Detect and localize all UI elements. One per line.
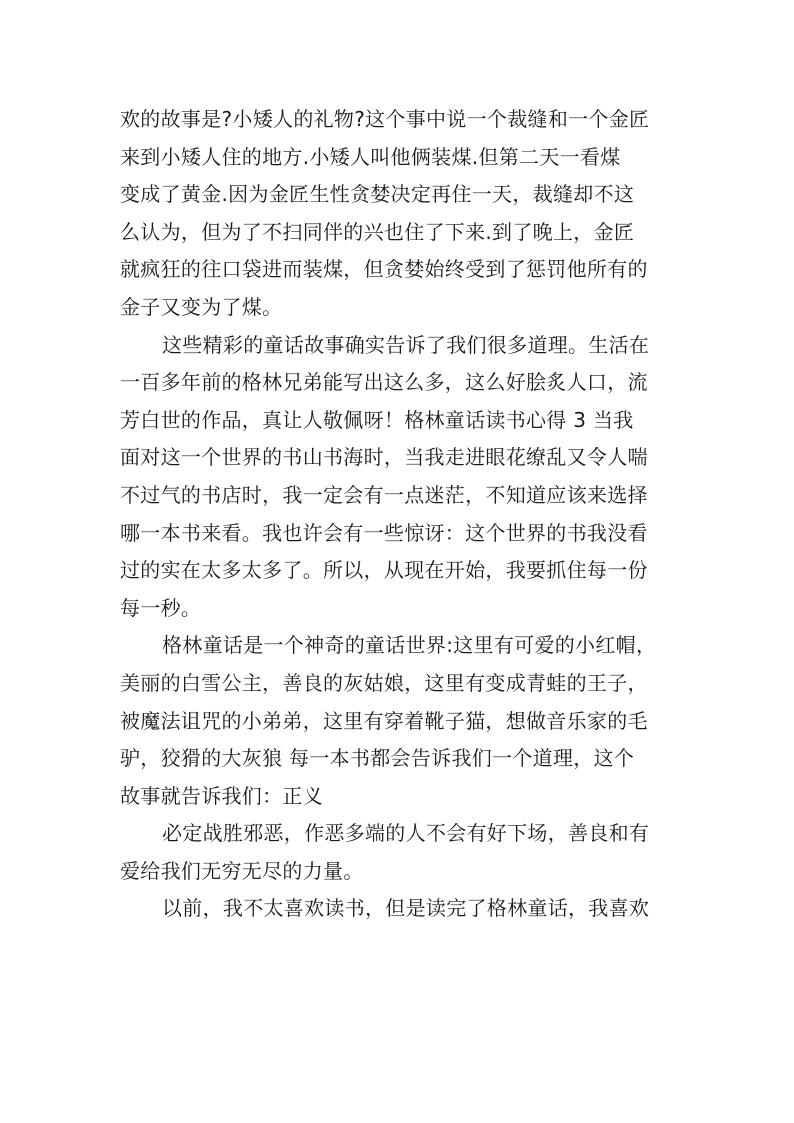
text-line: 么认为，但为了不扫同伴的兴也住了下来.到了晚上，金匠 bbox=[120, 219, 635, 244]
text-line: 这些精彩的童话故事确实告诉了我们很多道理。生活在 bbox=[162, 332, 650, 357]
text-line: 欢的故事是?小矮人的礼物?这个事中说一个裁缝和一个金匠 bbox=[120, 107, 650, 131]
paragraph-4 bbox=[120, 815, 680, 890]
paragraph-2 bbox=[120, 327, 680, 628]
text-line: 格林童话是一个神奇的童话世界:这里有可爱的小红帽， bbox=[162, 633, 657, 658]
text-line: 被魔法诅咒的小弟弟，这里有穿着靴子猫，想做音乐家的毛 bbox=[120, 708, 648, 733]
paragraph-5 bbox=[120, 890, 680, 928]
text-line: 不过气的书店时，我一定会有一点迷茫，不知道应该来选择 bbox=[120, 482, 648, 507]
paragraph-3 bbox=[120, 627, 680, 815]
text-line: 以前，我不太喜欢读书，但是读完了格林童话，我喜欢 bbox=[162, 896, 650, 921]
paragraph-1 bbox=[120, 101, 680, 327]
text-line: 就疯狂的往口袋进而装煤，但贪婪始终受到了惩罚他所有的 bbox=[120, 257, 648, 282]
body-text bbox=[120, 101, 680, 928]
text-line: 故事就告诉我们：正义 bbox=[120, 783, 323, 808]
text-line: 变成了黄金.因为金匠生性贪婪决定再住一天，裁缝却不这 bbox=[120, 182, 635, 207]
text-line: 面对这一个世界的书山书海时，当我走进眼花缭乱又令人喘 bbox=[120, 445, 648, 470]
text-line: 过的实在太多太多了。所以，从现在开始，我要抓住每一份 bbox=[120, 558, 648, 583]
text-line: 必定战胜邪恶，作恶多端的人不会有好下场，善良和有 bbox=[162, 821, 650, 846]
text-line: 爱给我们无穷无尽的力量。 bbox=[120, 858, 364, 883]
text-line: 芳白世的作品，真让人敬佩呀！格林童话读书心得 3 当我 bbox=[120, 407, 634, 432]
text-line: 一百多年前的格林兄弟能写出这么多，这么好脍炙人口，流 bbox=[120, 370, 648, 395]
text-line: 驴，狡猾的大灰狼 每一本书都会告诉我们一个道理，这个 bbox=[120, 746, 635, 771]
text-line: 每一秒。 bbox=[120, 595, 202, 620]
text-line: 美丽的白雪公主，善良的灰姑娘，这里有变成青蛙的王子， bbox=[120, 670, 648, 695]
text-line: 来到小矮人住的地方.小矮人叫他俩装煤.但第二天一看煤 bbox=[120, 144, 621, 169]
text-line: 金子又变为了煤。 bbox=[120, 294, 283, 319]
text-line: 哪一本书来看。我也许会有一些惊讶：这个世界的书我没看 bbox=[120, 520, 648, 545]
